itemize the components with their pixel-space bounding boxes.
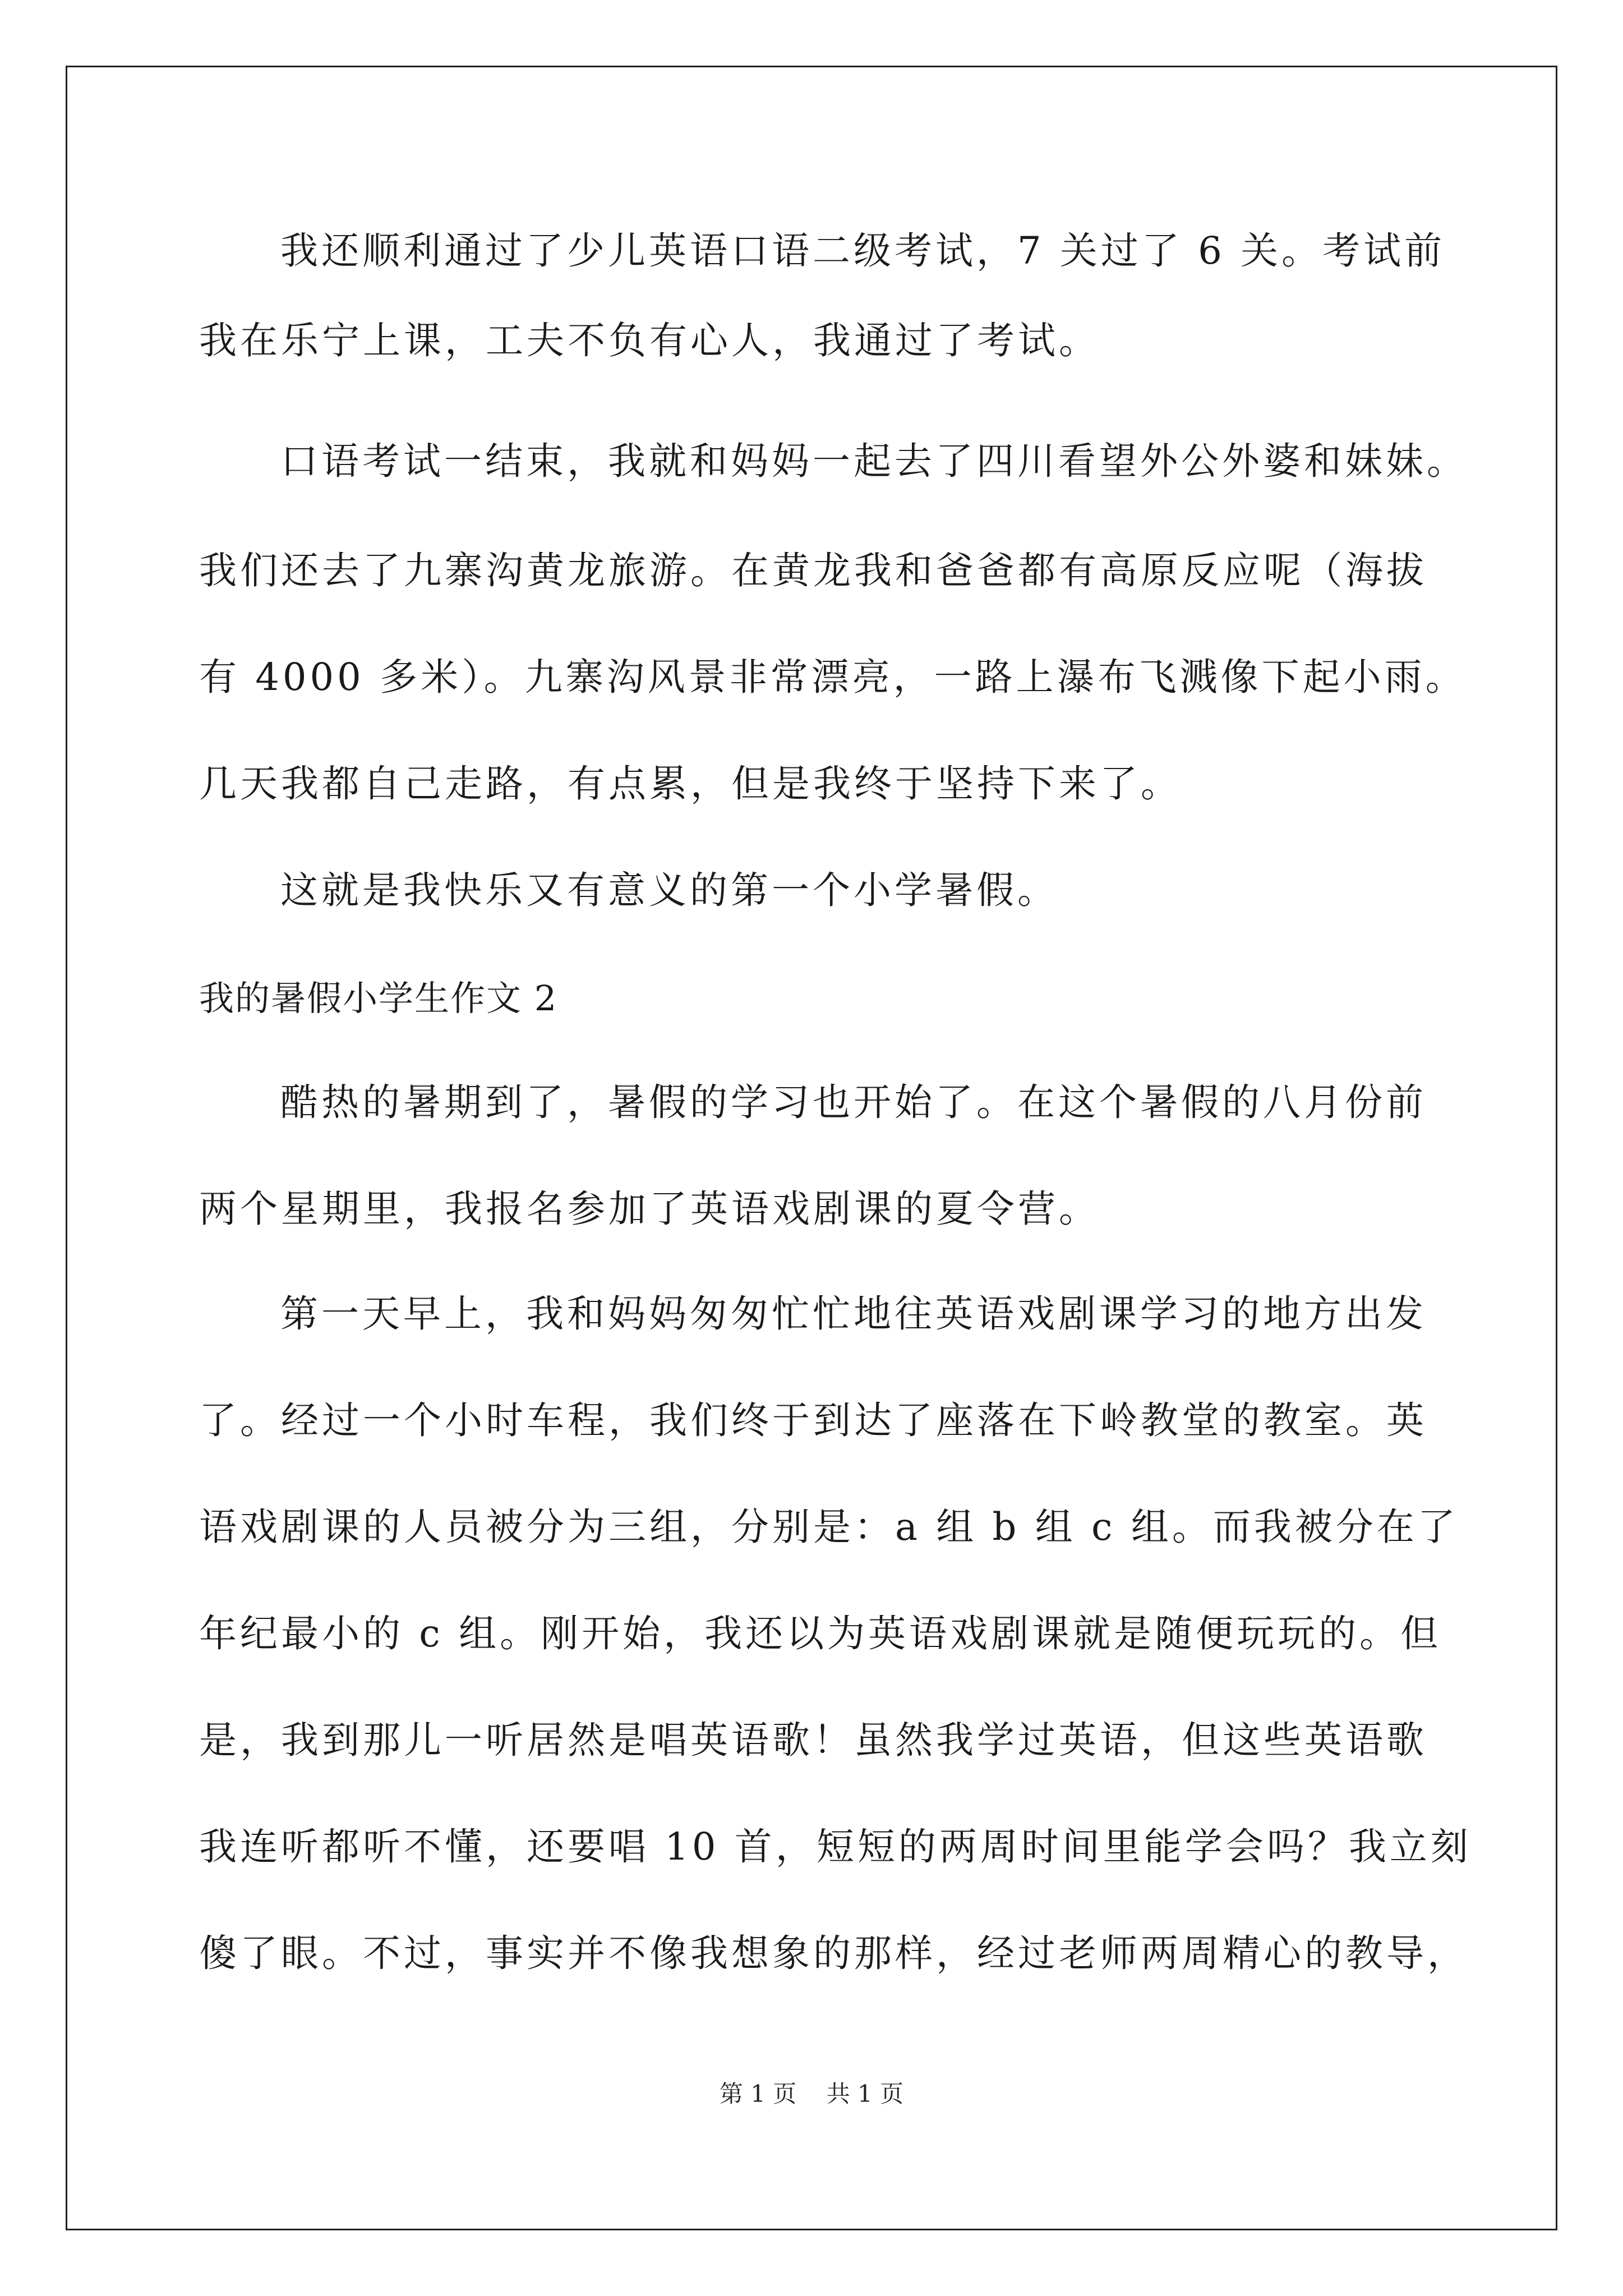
text-line: 了。经过一个小时车程，我们终于到达了座落在下岭教堂的教室。英 — [199, 1398, 1427, 1442]
text-line: 是，我到那儿一听居然是唱英语歌！虽然我学过英语，但这些英语歌 — [199, 1718, 1427, 1762]
text-line: 酷热的暑期到了，暑假的学习也开始了。在这个暑假的八月份前 — [280, 1080, 1427, 1124]
text-line: 有 4000 多米）。九寨沟风景非常漂亮，一路上瀑布飞溅像下起小雨。 — [199, 655, 1467, 699]
section-heading: 我的暑假小学生作文 2 — [199, 978, 558, 1019]
page-footer: 第 1 页 共 1 页 — [719, 2080, 904, 2108]
text-line: 年纪最小的 c 组。刚开始，我还以为英语戏剧课就是随便玩玩的。但 — [199, 1612, 1442, 1655]
text-line: 我还顺利通过了少儿英语口语二级考试，7 关过了 6 关。考试前 — [280, 229, 1446, 273]
text-line: 傻了眼。不过，事实并不像我想象的那样，经过老师两周精心的教导， — [199, 1931, 1468, 1975]
text-line: 我在乐宁上课，工夫不负有心人，我通过了考试。 — [199, 319, 1100, 362]
text-line: 第一天早上，我和妈妈匆匆忙忙地往英语戏剧课学习的地方出发 — [280, 1292, 1427, 1336]
text-line: 这就是我快乐又有意义的第一个小学暑假。 — [280, 868, 1058, 912]
text-line: 语戏剧课的人员被分为三组，分别是：a 组 b 组 c 组。而我被分在了 — [199, 1505, 1459, 1549]
page-border — [66, 66, 1557, 2230]
text-line: 我连听都听不懂，还要唱 10 首，短短的两周时间里能学会吗？我立刻 — [199, 1825, 1472, 1869]
text-line: 我们还去了九寨沟黄龙旅游。在黄龙我和爸爸都有高原反应呢（海拔 — [199, 549, 1427, 592]
text-line: 口语考试一结束，我就和妈妈一起去了四川看望外公外婆和妹妹。 — [280, 439, 1468, 483]
text-line: 两个星期里，我报名参加了英语戏剧课的夏令营。 — [199, 1187, 1100, 1231]
text-line: 几天我都自己走路，有点累，但是我终于坚持下来了。 — [199, 762, 1182, 806]
